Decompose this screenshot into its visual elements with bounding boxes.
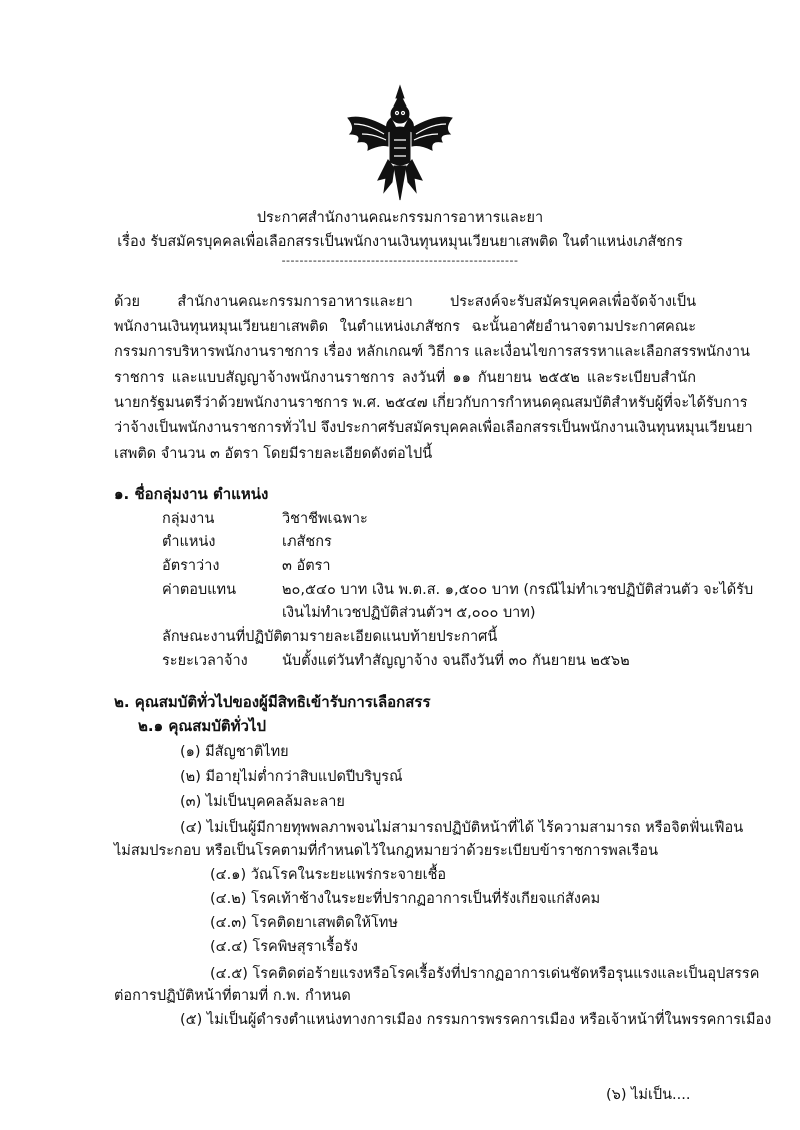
qualification-item: (๓) ไม่เป็นบุคคลล้มละลาย xyxy=(180,794,345,810)
intro-line: เสพติด จำนวน ๓ อัตรา โดยมีรายละเอียดดังต่อไปนี้ xyxy=(114,446,433,462)
row-value-group: วิชาชีพเฉพาะ xyxy=(282,511,368,527)
intro-line: ว่าจ้างเป็นพนักงานราชการทั่วไป จึงประกาศรับสมัครบุคคลเพื่อเลือกสรรเป็นพนักงานเงินทุนหมุนเวียนยา xyxy=(114,420,753,436)
disease-subitem: (๔.๒) โรคเท้าช้างในระยะที่ปรากฏอาการเป็นที่รังเกียจแก่สังคม xyxy=(210,891,601,907)
section2-subheading: ๒.๑ คุณสมบัติทั่วไป xyxy=(138,717,266,735)
row-label-period: ระยะเวลาจ้าง xyxy=(162,653,248,669)
section2-heading: ๒. คุณสมบัติทั่วไปของผู้มีสิทธิเข้ารับการเลือกสรร xyxy=(114,693,431,711)
section1-heading: ๑. ชื่อกลุ่มงาน ตำแหน่ง xyxy=(114,485,269,503)
qualification-item-4-cont: ไม่สมประกอบ หรือเป็นโรคตามที่กำหนดไว้ในกฎหมายว่าด้วยระเบียบข้าราชการพลเรือน xyxy=(114,843,659,859)
row-value-vacancy: ๓ อัตรา xyxy=(282,558,331,574)
disease-subitem: (๔.๓) โรคติดยาเสพติดให้โทษ xyxy=(210,915,398,931)
disease-subitem: (๔.๑) วัณโรคในระยะแพร่กระจายเชื้อ xyxy=(210,867,447,883)
garuda-emblem-icon xyxy=(344,84,456,202)
row-value-compensation: ๒๐,๕๔๐ บาท เงิน พ.ต.ส. ๑,๕๐๐ บาท (กรณีไม่ทำเวชปฏิบัติส่วนตัว จะได้รับ xyxy=(282,582,754,598)
continuation-marker: (๖) ไม่เป็น.... xyxy=(606,1087,691,1103)
qualification-item: (๒) มีอายุไม่ต่ำกว่าสิบแปดปีบริบูรณ์ xyxy=(180,769,403,785)
row-label-duties: ลักษณะงานที่ปฏิบัติ xyxy=(162,629,283,645)
disease-subitem-45-cont: ต่อการปฏิบัติหน้าที่ตามที่ ก.พ. กำหนด xyxy=(114,988,351,1004)
row-label-vacancy: อัตราว่าง xyxy=(162,558,220,574)
intro-line: ด้วย สำนักงานคณะกรรมการอาหารและยา ประสงค์จะรับสมัครบุคคลเพื่อจัดจ้างเป็น xyxy=(114,294,696,310)
document-subject: เรื่อง รับสมัครบุคคลเพื่อเลือกสรรเป็นพนักงานเงินทุนหมุนเวียนยาเสพติด ในตำแหน่งเภสัชกร xyxy=(117,234,683,250)
row-label-position: ตำแหน่ง xyxy=(162,534,216,550)
row-label-group: กลุ่มงาน xyxy=(162,511,215,527)
row-value-period: นับตั้งแต่วันทำสัญญาจ้าง จนถึงวันที่ ๓๐ กันยายน ๒๕๖๒ xyxy=(282,653,630,669)
disease-subitem-45: (๔.๕) โรคติดต่อร้ายแรงหรือโรคเรื้อรังที่ปรากฏอาการเด่นชัดหรือรุนแรงและเป็นอุปสรรค xyxy=(210,966,760,982)
intro-line: กรรมการบริหารพนักงานราชการ เรื่อง หลักเกณฑ์ วิธีการ และเงื่อนไขการสรรหาและเลือกสรรพนักงาน xyxy=(114,344,750,360)
intro-line: นายกรัฐมนตรีว่าด้วยพนักงานราชการ พ.ศ. ๒๕๔๗ เกี่ยวกับการกำหนดคุณสมบัติสำหรับผู้ที่จะได้รับการ xyxy=(114,395,748,411)
disease-subitem: (๔.๔) โรคพิษสุราเรื้อรัง xyxy=(210,939,358,955)
qualification-item: (๑) มีสัญชาติไทย xyxy=(180,744,289,760)
row-value-duties: ตามรายละเอียดแนบท้ายประกาศนี้ xyxy=(282,629,498,645)
row-value-compensation-cont: เงินไม่ทำเวชปฏิบัติส่วนตัวฯ ๕,๐๐๐ บาท) xyxy=(282,605,536,621)
divider-line: ----------------------------------------------------- xyxy=(281,254,519,267)
qualification-item-5: (๕) ไม่เป็นผู้ดำรงตำแหน่งทางการเมือง กรรมการพรรคการเมือง หรือเจ้าหน้าที่ในพรรคการเมือง xyxy=(180,1012,772,1028)
row-value-position: เภสัชกร xyxy=(282,534,332,550)
intro-line: พนักงานเงินทุนหมุนเวียนยาเสพติด ในตำแหน่งเภสัชกร ฉะนั้นอาศัยอำนาจตามประกาศคณะ xyxy=(114,319,696,335)
document-title: ประกาศสำนักงานคณะกรรมการอาหารและยา xyxy=(256,210,544,226)
intro-line: ราชการ และแบบสัญญาจ้างพนักงานราชการ ลงวันที่ ๑๑ กันยายน ๒๕๕๒ และระเบียบสำนัก xyxy=(114,370,696,386)
qualification-item-4: (๔) ไม่เป็นผู้มีกายทุพพลภาพจนไม่สามารถปฏิบัติหน้าที่ได้ ไร้ความสามารถ หรือจิตฟั่นเฟือน xyxy=(180,820,744,836)
row-label-compensation: ค่าตอบแทน xyxy=(162,582,236,598)
